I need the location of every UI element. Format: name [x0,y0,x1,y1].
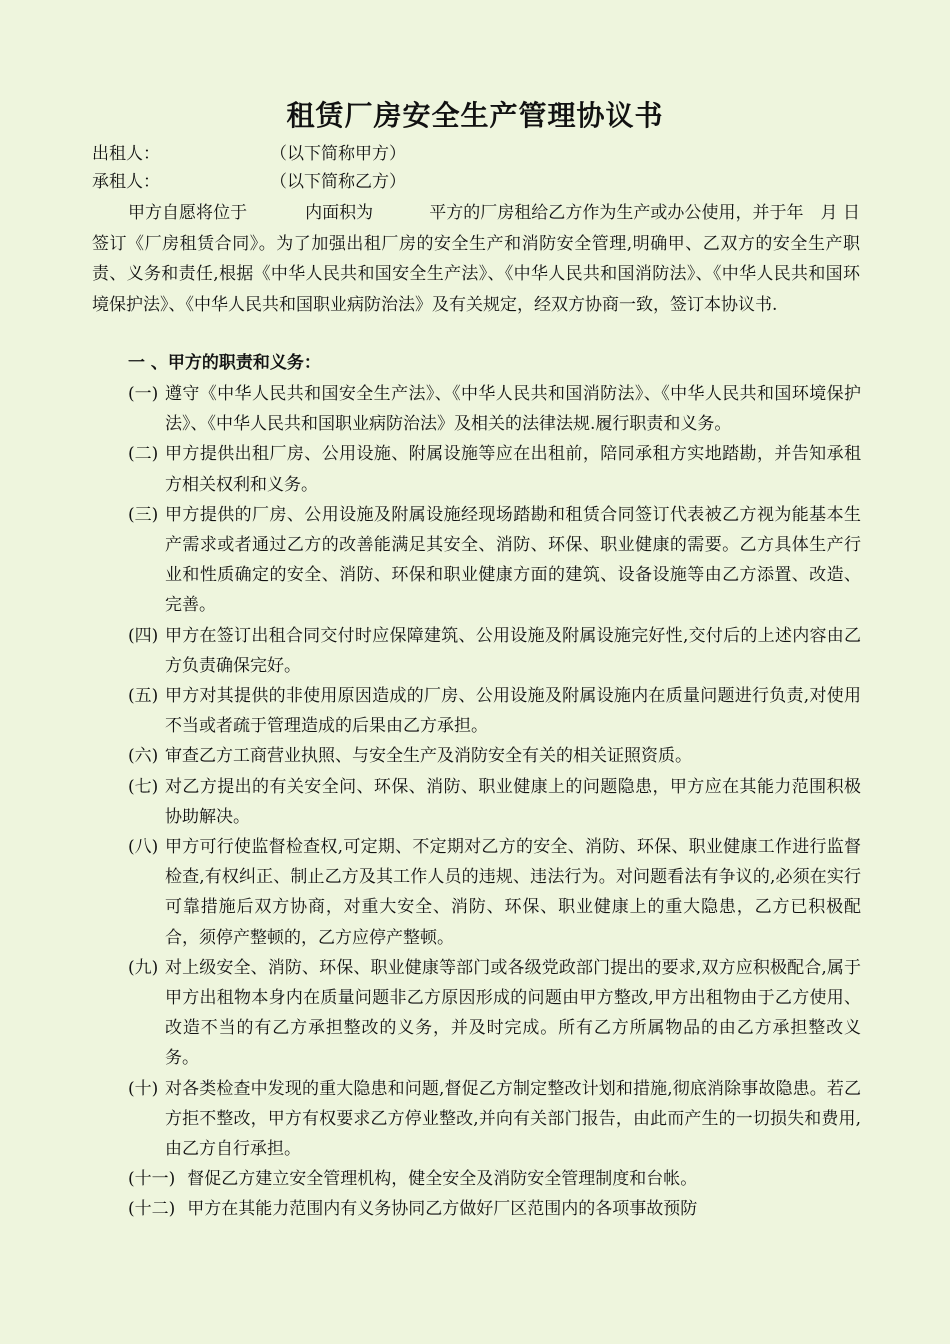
list-item [128,953,861,1074]
list-item [128,439,861,499]
item-number: (四) [128,625,159,646]
item-text: 对乙方提出的有关安全问、环保、消防、职业健康上的问题隐患，甲方应在其能力范围积极协助解决。 [165,776,861,827]
item-text: 审查乙方工商营业执照、与安全生产及消防安全有关的相关证照资质。 [165,746,692,767]
list-item [128,1164,861,1194]
item-number: (十) [128,1078,159,1099]
item-text: 甲方可行使监督检查权,可定期、不定期对乙方的安全、消防、环保、职业健康工作进行监督检查,有权纠正、制止乙方及其工作人员的违规、违法行为。对问题看法有争议的,必须在实行可靠措施后双方协商，对重大安全、消防、环保、职业健康上的重大隐患，乙方已积极配合，须停产整顿的，乙方应停产整顿。 [165,837,861,948]
item-number: (十二) [128,1199,176,1220]
section-heading: 一 、甲方的职责和义务： [128,353,321,373]
lessee-note: （以下简称乙方） [270,172,406,192]
list-item [128,741,861,771]
item-number: (五) [128,686,159,707]
list-item [128,772,861,832]
lessor-line [92,142,406,166]
item-number: (六) [128,746,159,767]
item-number: (九) [128,957,159,978]
intro-part-1: 甲方自愿将位于 [128,203,248,223]
intro-part-2: 内面积为 [305,203,374,223]
lessee-line [92,170,406,194]
item-text: 对上级安全、消防、环保、职业健康等部门或各级党政部门提出的要求,双方应积极配合,属于甲方出租物本身内在质量问题非乙方原因形成的问题由甲方整改,甲方出租物由于乙方使用、改造不当的有乙方承担整改的义务，并及时完成。所有乙方所属物品的由乙方承担整改义务。 [165,957,861,1069]
list-item [128,832,861,953]
item-text: 甲方在其能力范围内有义务协同乙方做好厂区范围内的各项事故预防 [187,1199,698,1220]
lessor-label: 出租人： [92,144,160,164]
item-number: (二) [128,444,159,465]
item-number: (十一) [128,1169,176,1190]
item-text: 甲方对其提供的非使用原因造成的厂房、公用设施及附属设施内在质量问题进行负责,对使用不当或者疏于管理造成的后果由乙方承担。 [165,686,861,737]
item-text: 督促乙方建立安全管理机构，健全安全及消防安全管理制度和台帐。 [187,1169,698,1190]
intro-paragraph [92,198,860,320]
list-item [128,621,861,681]
item-number: (八) [128,837,159,858]
list-item [128,681,861,741]
lessor-note: （以下简称甲方） [270,144,406,164]
item-text: 甲方提供的厂房、公用设施及附属设施经现场踏勘和租赁合同签订代表被乙方视为能基本生产需求或者通过乙方的改善能满足其安全、消防、环保、职业健康的需要。乙方具体生产行业和性质确定的安全、消防、环保和职业健康方面的建筑、设备设施等由乙方添置、改造、完善。 [165,504,861,616]
list-item [128,500,861,621]
item-number: (一) [128,384,159,404]
item-text: 遵守《中华人民共和国安全生产法》、《中华人民共和国消防法》、《中华人民共和国环境保护法》、《中华人民共和国职业病防治法》及相关的法律法规.履行职责和义务。 [165,384,861,435]
list-item [128,1194,861,1224]
intro-part-3: 平方的厂房租给乙方作为生产或办公使用，并于 [429,203,787,223]
intro-part-4: 年 月 日签订《厂房租赁合同》。为了加强出租厂房的安全生产和消防安全管理,明确甲、乙双方的安全生产职责、义务和责任,根据《中华人民共和国安全生产法》、《中华人民共和国消防法》、《中华人民共和国环境保护法》、《中华人民共和国职业病防治法》及有关规定，经双方协商一致，签订本协议书. [92,203,860,315]
item-number: (三) [128,504,159,525]
lessee-label: 承租人： [92,172,160,192]
item-text: 对各类检查中发现的重大隐患和问题,督促乙方制定整改计划和措施,彻底消除事故隐患。若乙方拒不整改，甲方有权要求乙方停业整改,并向有关部门报告，由此而产生的一切损失和费用,由乙方自行承担。 [165,1078,861,1160]
list-item [128,1074,861,1165]
duty-list [128,379,861,1225]
document-title: 租赁厂房安全生产管理协议书 [286,99,664,132]
item-number: (七) [128,776,159,797]
list-item [128,379,861,439]
item-text: 甲方在签订出租合同交付时应保障建筑、公用设施及附属设施完好性,交付后的上述内容由乙方负责确保完好。 [165,625,861,676]
item-text: 甲方提供出租厂房、公用设施、附属设施等应在出租前，陪同承租方实地踏勘，并告知承租方相关权利和义务。 [165,444,861,495]
